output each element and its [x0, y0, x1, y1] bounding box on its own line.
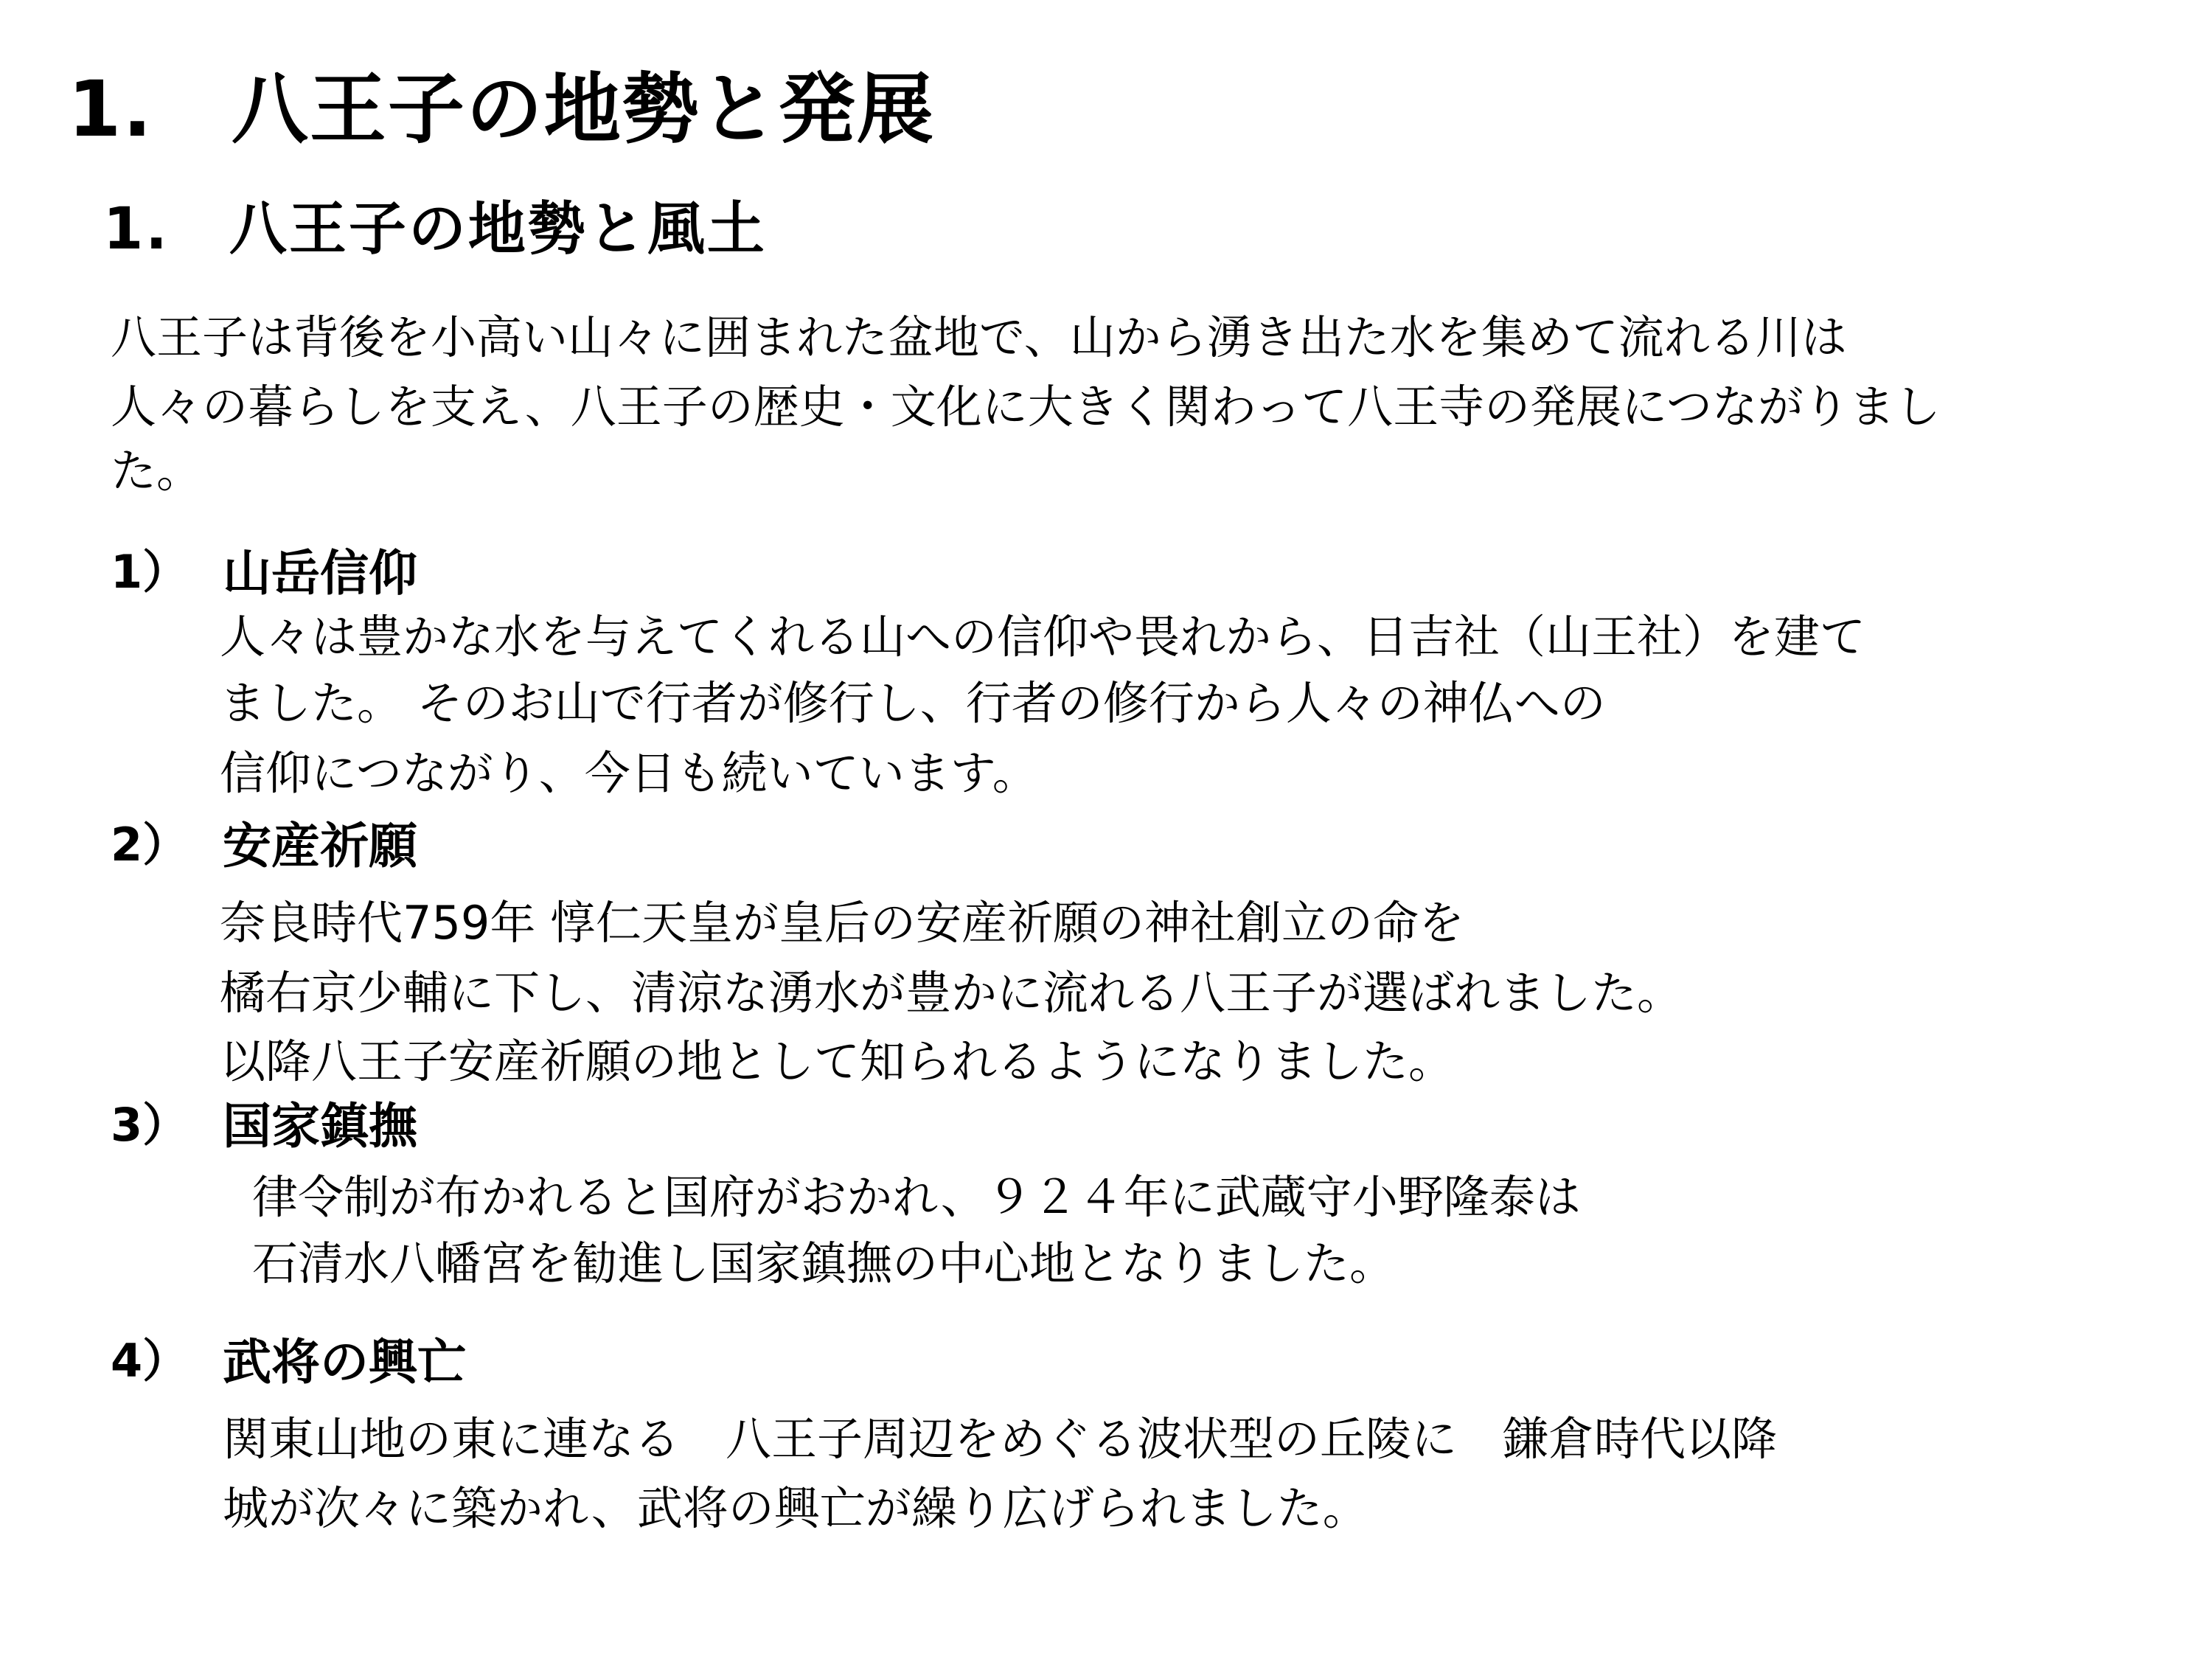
page-title: 1. 八王子の地勢と発展	[68, 64, 935, 154]
section-title: 山岳信仰	[223, 545, 417, 602]
section-text-line: 律令制が布かれると国府がおかれ、９２４年に武蔵守小野隆泰は	[252, 1170, 1581, 1224]
section-text-line: 関東山地の東に連なる 八王子周辺をめぐる波状型の丘陵に 鎌倉時代以降	[223, 1412, 1778, 1466]
section-number: 1）	[111, 545, 189, 599]
section-text-line: 人々は豊かな水を与えてくれる山への信仰や畏れから、日吉社（山王社）を建て	[220, 610, 1866, 664]
section-heading: 1. 八王子の地勢と風土	[103, 196, 767, 262]
section-number: 2）	[111, 818, 189, 872]
section-text-line: 石清水八幡宮を勧進し国家鎮撫の中心地となりました。	[252, 1237, 1396, 1290]
intro-line-2: 人々の暮らしを支え、八王子の歴史・文化に大きく関わって八王寺の発展につながりまし	[111, 380, 1941, 434]
section-text-line: 橘右京少輔に下し、清涼な湧水が豊かに流れる八王子が選ばれました。	[220, 966, 1683, 1020]
section-text-line: 城が次々に築かれ、武将の興亡が繰り広げられました。	[223, 1481, 1368, 1535]
section-text-line: ました。 そのお山で行者が修行し、行者の修行から人々の神仏への	[220, 676, 1606, 730]
section-text-line: 奈良時代759年 惇仁天皇が皇后の安産祈願の神社創立の命を	[220, 896, 1465, 950]
intro-line-1: 八王子は背後を小高い山々に囲まれた盆地で、山から湧き出た水を集めて流れる川は	[111, 310, 1847, 364]
section-title: 武将の興亡	[223, 1334, 466, 1391]
section-number: 3）	[111, 1098, 189, 1152]
section-title: 国家鎮撫	[223, 1098, 417, 1155]
intro-line-3: た。	[111, 444, 203, 498]
section-title: 安産祈願	[223, 818, 417, 874]
section-text-line: 以降八王子安産祈願の地として知られるようになりました。	[220, 1034, 1455, 1088]
section-number: 4）	[111, 1334, 189, 1388]
section-text-line: 信仰につながり、今日も続いています。	[220, 746, 1038, 800]
